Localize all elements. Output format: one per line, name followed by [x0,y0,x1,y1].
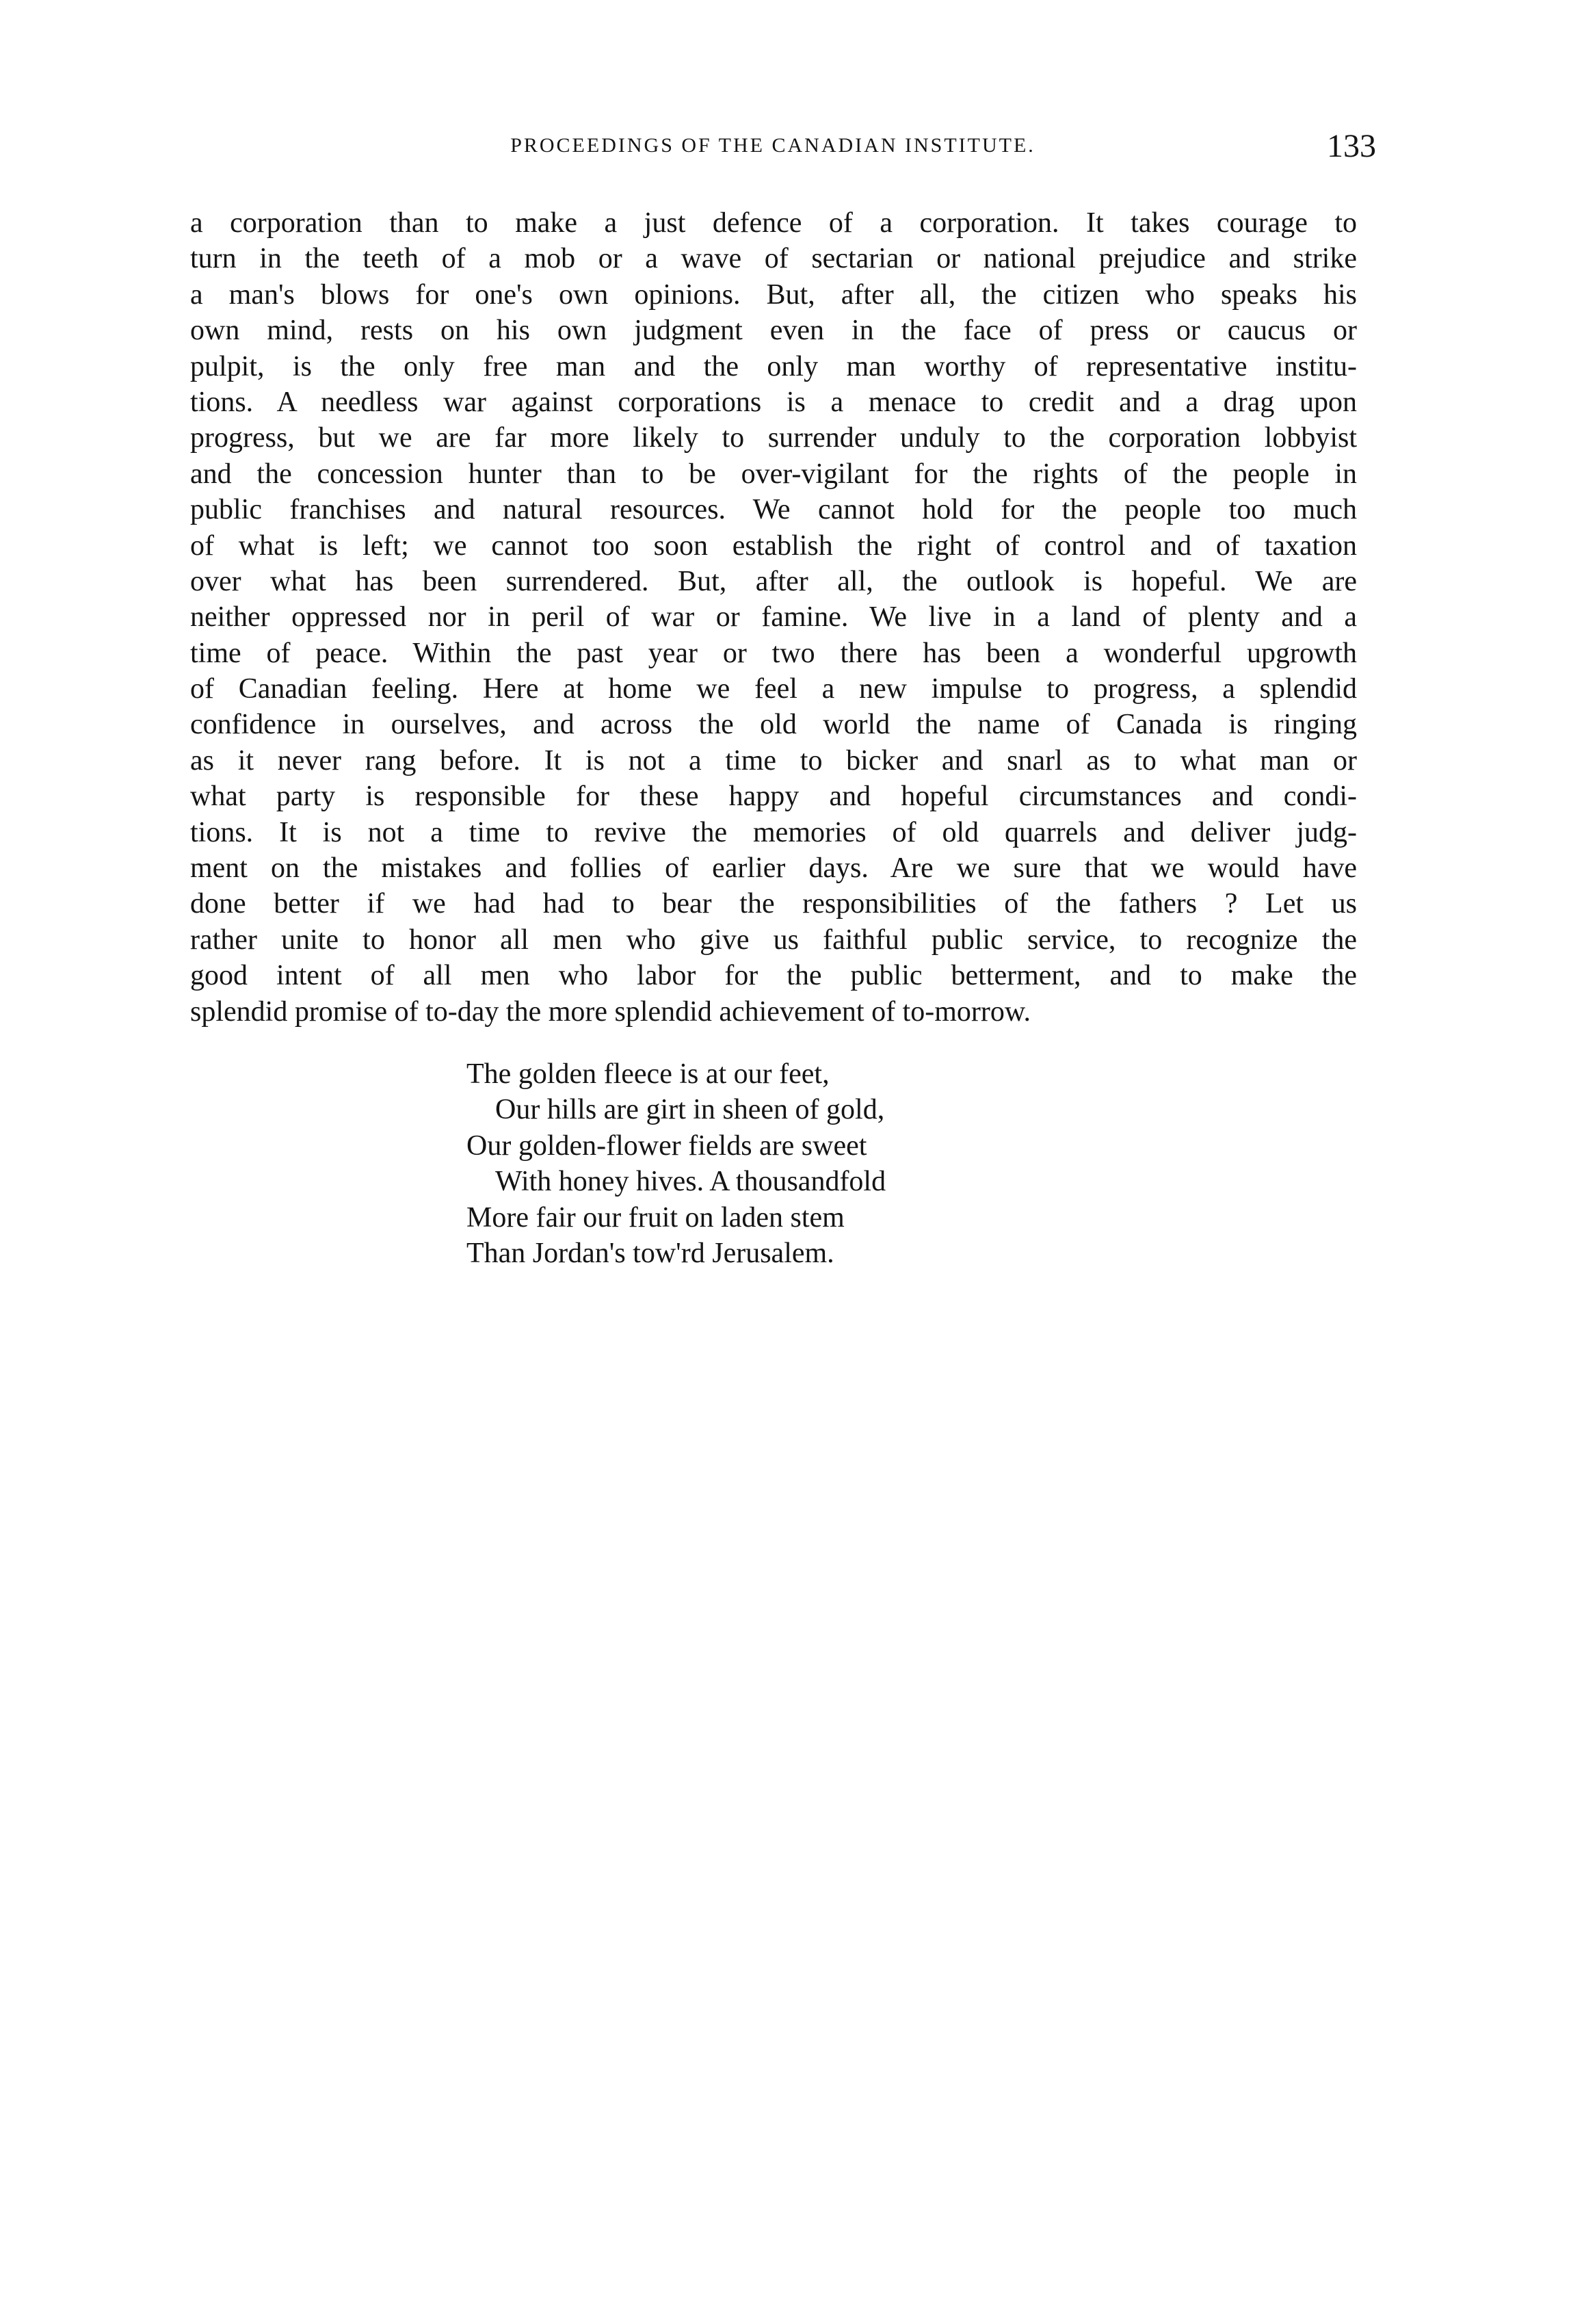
poem-verse: Our hills are girt in sheen of gold, [495,1094,885,1126]
text-line: splendid promise of to-day the more splendid achievement of to-morrow. [190,995,1031,1028]
text-line: as it never rang before. It is not a time to bicker and snarl as to what man or [190,744,1357,776]
poem-verse: The golden fleece is at our feet, [466,1058,830,1090]
poem-verse: With honey hives. A thousandfold [495,1166,886,1198]
text-line: tions. It is not a time to revive the memories of old quarrels and deliver judg- [190,816,1357,848]
text-line: confidence in ourselves, and across the old world the name of Canada is ringing [190,709,1357,741]
text-line: turn in the teeth of a mob or a wave of sectarian or national prejudice and strike [190,243,1357,275]
text-line: what party is responsible for these happy and hopeful circumstances and condi- [190,781,1357,813]
text-line: rather unite to honor all men who give us faithful public service, to recognize the [190,924,1357,956]
text-line: a corporation than to make a just defence of a corporation. It takes courage to [190,207,1357,239]
poem-verse: Than Jordan's tow'rd Jerusalem. [466,1237,834,1269]
text-line: over what has been surrendered. But, after all, the outlook is hopeful. We are [190,565,1357,597]
text-line: ment on the mistakes and follies of earlier days. Are we sure that we would have [190,852,1357,885]
text-line: of Canadian feeling. Here at home we feel a new impulse to progress, a splendid [190,673,1357,705]
poem-verse: More fair our fruit on laden stem [466,1201,845,1233]
text-line: public franchises and natural resources. We cannot hold for the people too much [190,494,1357,526]
text-line: progress, but we are far more likely to surrender unduly to the corporation lobbyist [190,422,1357,454]
text-line: and the concession hunter than to be over-vigilant for the rights of the people in [190,458,1357,490]
body-paragraph [190,205,1357,1030]
text-line: neither oppressed nor in peril of war or famine. We live in a land of plenty and a [190,601,1357,634]
text-line: a man's blows for one's own opinions. But, after all, the citizen who speaks his [190,278,1357,311]
text-line: done better if we had had to bear the responsibilities of the fathers ? Let us [190,888,1357,920]
text-line: of what is left; we cannot too soon establish the right of control and of taxation [190,530,1357,562]
text-line: good intent of all men who labor for the public betterment, and to make the [190,960,1357,992]
text-line: pulpit, is the only free man and the only man worthy of representative institu- [190,350,1357,382]
poem-verse: Our golden-flower fields are sweet [466,1130,867,1162]
text-line: tions. A needless war against corporations is a menace to credit and a drag upon [190,386,1357,418]
text-line: own mind, rests on his own judgment even in the face of press or caucus or [190,315,1357,347]
text-line: time of peace. Within the past year or two there has been a wonderful upgrowth [190,637,1357,669]
poem-stanza [466,1056,1082,1271]
page-number: 133 [1327,128,1376,164]
running-header: PROCEEDINGS OF THE CANADIAN INSTITUTE. [510,134,1035,157]
